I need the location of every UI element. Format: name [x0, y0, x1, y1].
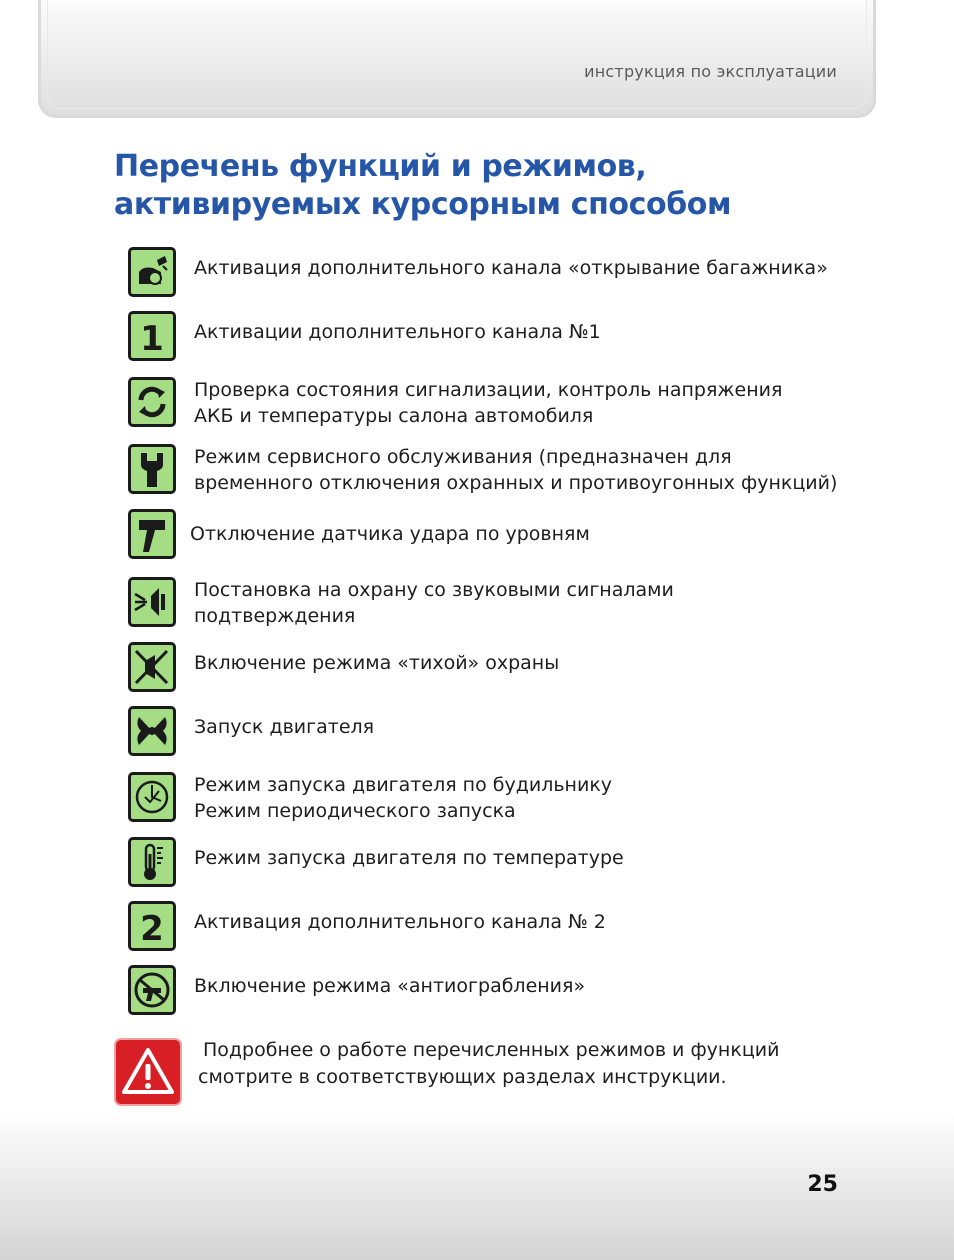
digit-two-icon: [128, 901, 176, 951]
item-description: [194, 909, 606, 935]
header-panel: [38, 0, 876, 118]
item-text-line: Активации дополнительного канала №1: [194, 321, 601, 343]
hammer-icon: [128, 509, 176, 559]
digit-one-icon: [128, 311, 176, 361]
digit-one-label: 1: [140, 319, 164, 358]
item-text-line: Включение режима «антиограбления»: [194, 975, 586, 997]
digit-two-label: 2: [140, 909, 164, 948]
item-description: [194, 650, 559, 676]
refresh-arrows-icon-glyph: [131, 380, 173, 424]
item-text-line: Запуск двигателя: [194, 716, 375, 738]
wrench-icon: [128, 444, 176, 494]
digit-two-icon-glyph: [131, 904, 173, 948]
item-text-line: Режим периодического запуска: [194, 800, 516, 822]
anti-robbery-icon-glyph: [131, 968, 173, 1012]
digit-one-icon-glyph: [131, 314, 173, 358]
wrench-icon-glyph: [131, 447, 173, 491]
item-text-line: Активация дополнительного канала № 2: [194, 911, 606, 933]
page-title-line-2: активируемых курсорным способом: [114, 187, 732, 222]
speaker-muted-icon: [128, 642, 176, 692]
item-text-line: подтверждения: [194, 605, 356, 627]
item-text-line: Включение режима «тихой» охраны: [194, 652, 560, 674]
item-text-line: АКБ и температуры салона автомобиля: [194, 405, 594, 427]
page-title: [114, 148, 731, 224]
item-text-line: Проверка состояния сигнализации, контроль напряжения: [194, 379, 783, 401]
speaker-icon: [128, 577, 176, 627]
warning-icon: [114, 1038, 182, 1106]
thermometer-icon-glyph: [131, 840, 173, 884]
item-description: [194, 845, 624, 871]
item-text-line: Режим сервисного обслуживания (предназначен для: [194, 446, 732, 468]
refresh-arrows-icon: [128, 377, 176, 427]
item-text-line: Отключение датчика удара по уровням: [190, 523, 590, 545]
item-description: [194, 319, 601, 345]
item-description: [194, 772, 612, 824]
item-text-line: Постановка на охрану со звуковыми сигналами: [194, 579, 674, 601]
fan-icon: [128, 706, 176, 756]
fan-icon-glyph: [131, 709, 173, 753]
trunk-icon: [128, 247, 176, 297]
item-description: [194, 714, 374, 740]
thermometer-icon: [128, 837, 176, 887]
clock-icon: [128, 772, 176, 822]
item-description: [194, 973, 585, 999]
item-text-line: Режим запуска двигателя по температуре: [194, 847, 624, 869]
trunk-icon-glyph: [131, 250, 173, 294]
item-description: [194, 577, 674, 629]
header-inner-border: [47, 0, 867, 109]
item-text-line: Режим запуска двигателя по будильнику: [194, 774, 613, 796]
item-description: [190, 521, 590, 547]
speaker-icon-glyph: [131, 580, 173, 624]
warning-note-line-1: Подробнее о работе перечисленных режимов и функций: [203, 1039, 780, 1061]
item-description: [194, 377, 782, 429]
clock-icon-glyph: [131, 775, 173, 819]
item-text-line: Активация дополнительного канала «открывание багажника»: [194, 257, 828, 279]
anti-robbery-icon: [128, 965, 176, 1015]
warning-note: [198, 1037, 779, 1091]
item-description: [194, 255, 828, 281]
warning-triangle-icon: [118, 1042, 178, 1102]
page-title-line-1: Перечень функций и режимов,: [114, 149, 647, 184]
header-text: инструкция по эксплуатации: [584, 62, 837, 81]
speaker-muted-icon-glyph: [131, 645, 173, 689]
hammer-icon-glyph: [131, 512, 173, 556]
item-description: [194, 444, 837, 496]
warning-note-line-2: смотрите в соответствующих разделах инструкции.: [198, 1066, 727, 1088]
item-text-line: временного отключения охранных и противоугонных функций): [194, 472, 838, 494]
page-number: 25: [807, 1172, 838, 1197]
